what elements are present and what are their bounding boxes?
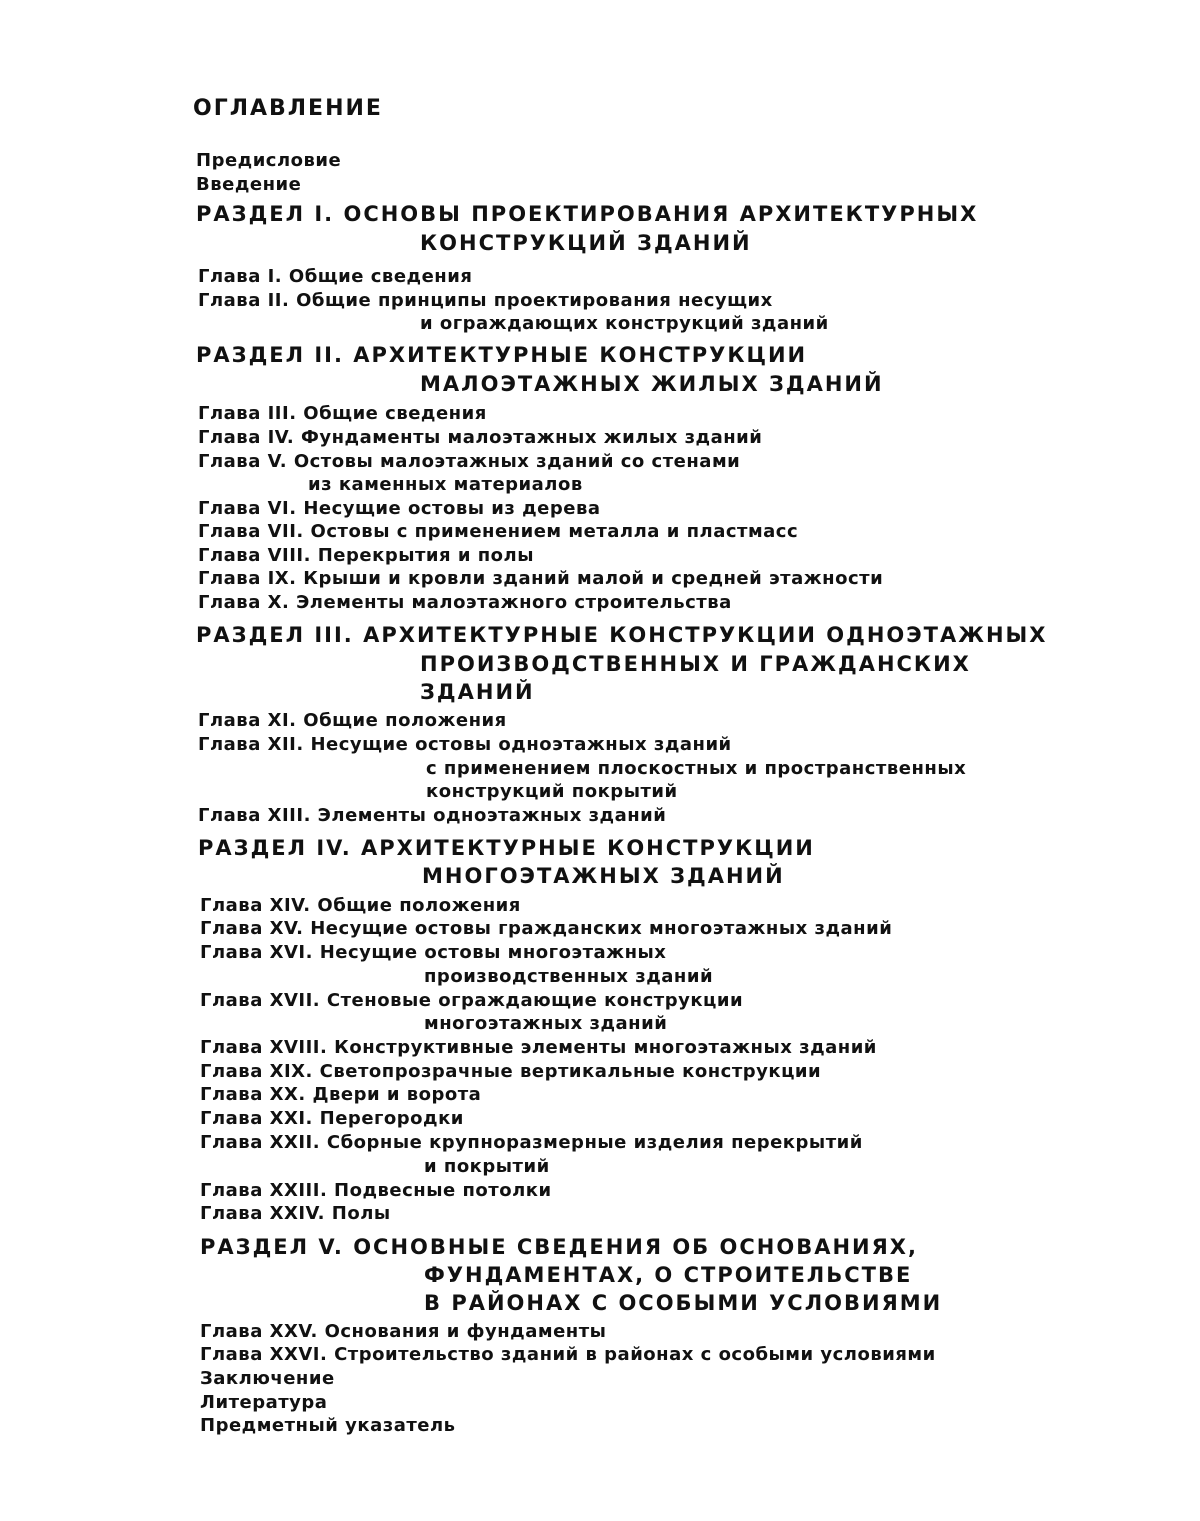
toc-title: ОГЛАВЛЕНИЕ xyxy=(193,96,383,121)
toc-entry-chapter-8: Глава VIII. Перекрытия и полы xyxy=(198,545,534,566)
toc-entry-conclusion: Заключение xyxy=(200,1368,335,1389)
toc-entry-chapter-17-line2: многоэтажных зданий xyxy=(424,1013,668,1034)
toc-entry-chapter-22-line1: Глава XXII. Сборные крупноразмерные изделия перекрытий xyxy=(200,1132,863,1153)
toc-entry-chapter-16-line2: производственных зданий xyxy=(424,966,714,987)
toc-entry-chapter-23: Глава XXIII. Подвесные потолки xyxy=(200,1180,552,1201)
toc-entry-chapter-12-line2: с применением плоскостных и пространственных xyxy=(426,758,967,779)
toc-entry-chapter-15: Глава XV. Несущие остовы гражданских многоэтажных зданий xyxy=(200,918,893,939)
toc-entry-chapter-25: Глава XXV. Основания и фундаменты xyxy=(200,1321,607,1342)
section-5-title-line3: В РАЙОНАХ С ОСОБЫМИ УСЛОВИЯМИ xyxy=(424,1291,943,1315)
toc-entry-chapter-12-line3: конструкций покрытий xyxy=(426,781,678,802)
section-5-heading-line1 xyxy=(200,1233,918,1261)
section-2-heading-line1 xyxy=(196,341,807,369)
section-5-label: РАЗДЕЛ V. xyxy=(200,1235,344,1259)
toc-entry-chapter-20: Глава XX. Двери и ворота xyxy=(200,1084,482,1105)
section-2-title-line2: МАЛОЭТАЖНЫХ ЖИЛЫХ ЗДАНИЙ xyxy=(420,372,884,396)
section-3-title-line1: АРХИТЕКТУРНЫЕ КОНСТРУКЦИИ ОДНОЭТАЖНЫХ xyxy=(363,623,1048,647)
toc-entry-chapter-6: Глава VI. Несущие остовы из дерева xyxy=(198,498,601,519)
section-1-title-line2: КОНСТРУКЦИЙ ЗДАНИЙ xyxy=(420,231,752,255)
toc-entry-chapter-13: Глава XIII. Элементы одноэтажных зданий xyxy=(198,805,667,826)
toc-entry-chapter-2-line1: Глава II. Общие принципы проектирования несущих xyxy=(198,290,773,311)
toc-entry-subject-index: Предметный указатель xyxy=(200,1415,456,1436)
section-1-title-line1: ОСНОВЫ ПРОЕКТИРОВАНИЯ АРХИТЕКТУРНЫХ xyxy=(343,202,979,226)
section-4-title-line1: АРХИТЕКТУРНЫЕ КОНСТРУКЦИИ xyxy=(361,836,815,860)
toc-entry-chapter-4: Глава IV. Фундаменты малоэтажных жилых зданий xyxy=(198,427,763,448)
toc-entry-preface: Предисловие xyxy=(196,150,342,171)
toc-entry-chapter-16-line1: Глава XVI. Несущие остовы многоэтажных xyxy=(200,942,667,963)
section-4-heading-line1 xyxy=(198,834,815,862)
toc-entry-chapter-5-line1: Глава V. Остовы малоэтажных зданий со стенами xyxy=(198,451,741,472)
section-1-label: РАЗДЕЛ I. xyxy=(196,202,335,226)
section-5-title-line1: ОСНОВНЫЕ СВЕДЕНИЯ ОБ ОСНОВАНИЯХ, xyxy=(353,1235,918,1259)
toc-entry-chapter-3: Глава III. Общие сведения xyxy=(198,403,487,424)
section-1-heading-line1 xyxy=(196,200,978,228)
toc-entry-chapter-10: Глава X. Элементы малоэтажного строительства xyxy=(198,592,732,613)
toc-entry-chapter-1: Глава I. Общие сведения xyxy=(198,266,473,287)
toc-entry-chapter-19: Глава XIX. Светопрозрачные вертикальные конструкции xyxy=(200,1061,822,1082)
section-3-title-line2: ПРОИЗВОДСТВЕННЫХ И ГРАЖДАНСКИХ xyxy=(420,652,971,676)
toc-entry-chapter-2-line2: и ограждающих конструкций зданий xyxy=(420,313,829,334)
toc-entry-chapter-24: Глава XXIV. Полы xyxy=(200,1203,391,1224)
toc-entry-chapter-5-line2: из каменных материалов xyxy=(308,474,583,495)
section-5-title-line2: ФУНДАМЕНТАХ, О СТРОИТЕЛЬСТВЕ xyxy=(424,1263,913,1287)
section-4-title-line2: МНОГОЭТАЖНЫХ ЗДАНИЙ xyxy=(422,864,785,888)
toc-entry-chapter-21: Глава XXI. Перегородки xyxy=(200,1108,464,1129)
toc-entry-literature: Литература xyxy=(200,1392,328,1413)
toc-entry-chapter-11: Глава XI. Общие положения xyxy=(198,710,507,731)
toc-entry-chapter-12-line1: Глава XII. Несущие остовы одноэтажных зданий xyxy=(198,734,732,755)
toc-entry-chapter-7: Глава VII. Остовы с применением металла и пластмасс xyxy=(198,521,799,542)
toc-entry-introduction: Введение xyxy=(196,174,302,195)
toc-entry-chapter-17-line1: Глава XVII. Стеновые ограждающие конструкции xyxy=(200,990,744,1011)
toc-entry-chapter-26: Глава XXVI. Строительство зданий в районах с особыми условиями xyxy=(200,1344,936,1365)
section-2-title-line1: АРХИТЕКТУРНЫЕ КОНСТРУКЦИИ xyxy=(353,343,808,367)
toc-entry-chapter-18: Глава XVIII. Конструктивные элементы многоэтажных зданий xyxy=(200,1037,877,1058)
section-3-title-line3: ЗДАНИЙ xyxy=(420,680,535,704)
toc-entry-chapter-9: Глава IX. Крыши и кровли зданий малой и средней этажности xyxy=(198,568,884,589)
section-4-label: РАЗДЕЛ IV. xyxy=(198,836,352,860)
section-2-label: РАЗДЕЛ II. xyxy=(196,343,344,367)
section-3-label: РАЗДЕЛ III. xyxy=(196,623,354,647)
toc-entry-chapter-22-line2: и покрытий xyxy=(424,1156,550,1177)
toc-entry-chapter-14: Глава XIV. Общие положения xyxy=(200,895,521,916)
section-3-heading-line1 xyxy=(196,621,1047,649)
